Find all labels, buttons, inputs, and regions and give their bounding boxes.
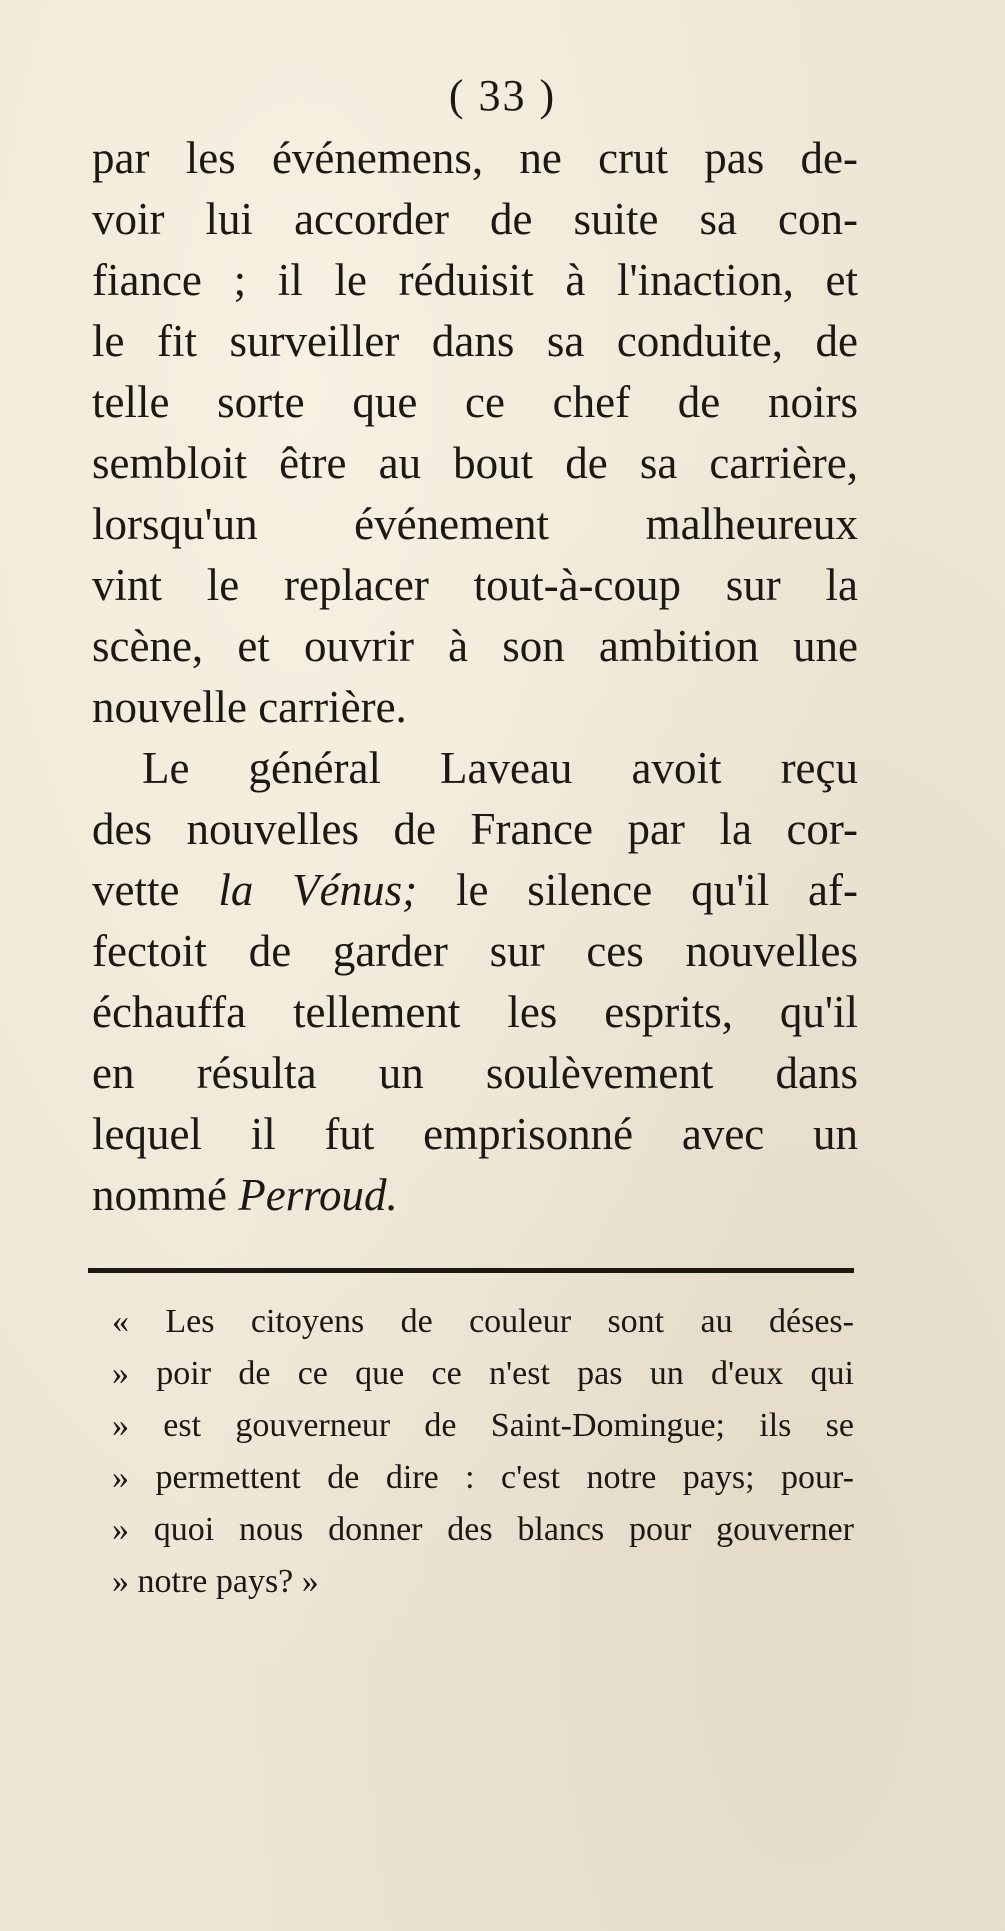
text-line: lequel il fut emprisonné avec un bbox=[92, 1109, 858, 1159]
footnote bbox=[112, 1296, 854, 1608]
text-span: vette bbox=[92, 865, 219, 915]
text-line: échauffa tellement les esprits, qu'il bbox=[92, 987, 858, 1037]
main-text bbox=[92, 128, 858, 1226]
text-line: le fit surveiller dans sa conduite, de bbox=[92, 316, 858, 366]
text-line: lorsqu'un événement malheureux bbox=[92, 499, 858, 549]
footnote-line: » notre pays? » bbox=[112, 1563, 319, 1600]
text-line bbox=[92, 1165, 858, 1226]
text-line: par les événemens, ne crut pas de- bbox=[92, 133, 858, 183]
text-line: Le général Laveau avoit reçu bbox=[142, 743, 858, 793]
text-line: nouvelle carrière. bbox=[92, 682, 407, 732]
footnote-line: » permettent de dire : c'est notre pays; pour- bbox=[112, 1459, 854, 1496]
text-line bbox=[92, 860, 858, 921]
person-name: Perroud. bbox=[238, 1170, 398, 1220]
text-line: sembloit être au bout de sa carrière, bbox=[92, 438, 858, 488]
text-line: fiance ; il le réduisit à l'inaction, et bbox=[92, 255, 858, 305]
text-line: en résulta un soulèvement dans bbox=[92, 1048, 858, 1098]
text-line: des nouvelles de France par la cor- bbox=[92, 804, 858, 854]
page-number: ( 33 ) bbox=[448, 71, 557, 120]
text-line: telle sorte que ce chef de noirs bbox=[92, 377, 858, 427]
footnote-line: « Les citoyens de couleur sont au déses- bbox=[112, 1303, 854, 1340]
text-line: fectoit de garder sur ces nouvelles bbox=[92, 926, 858, 976]
footnote-line: » quoi nous donner des blancs pour gouverner bbox=[112, 1511, 854, 1548]
ship-name: la Vénus; bbox=[218, 865, 418, 915]
footnote-line: » poir de ce que ce n'est pas un d'eux qui bbox=[112, 1355, 854, 1392]
text-span: nommé bbox=[92, 1170, 239, 1220]
footnote-divider bbox=[88, 1268, 854, 1273]
text-line: scène, et ouvrir à son ambition une bbox=[92, 621, 858, 671]
text-span: le silence qu'il af- bbox=[417, 865, 858, 915]
text-line: vint le replacer tout-à-coup sur la bbox=[92, 560, 858, 610]
text-line: voir lui accorder de suite sa con- bbox=[92, 194, 858, 244]
footnote-line: » est gouverneur de Saint-Domingue; ils se bbox=[112, 1407, 854, 1444]
